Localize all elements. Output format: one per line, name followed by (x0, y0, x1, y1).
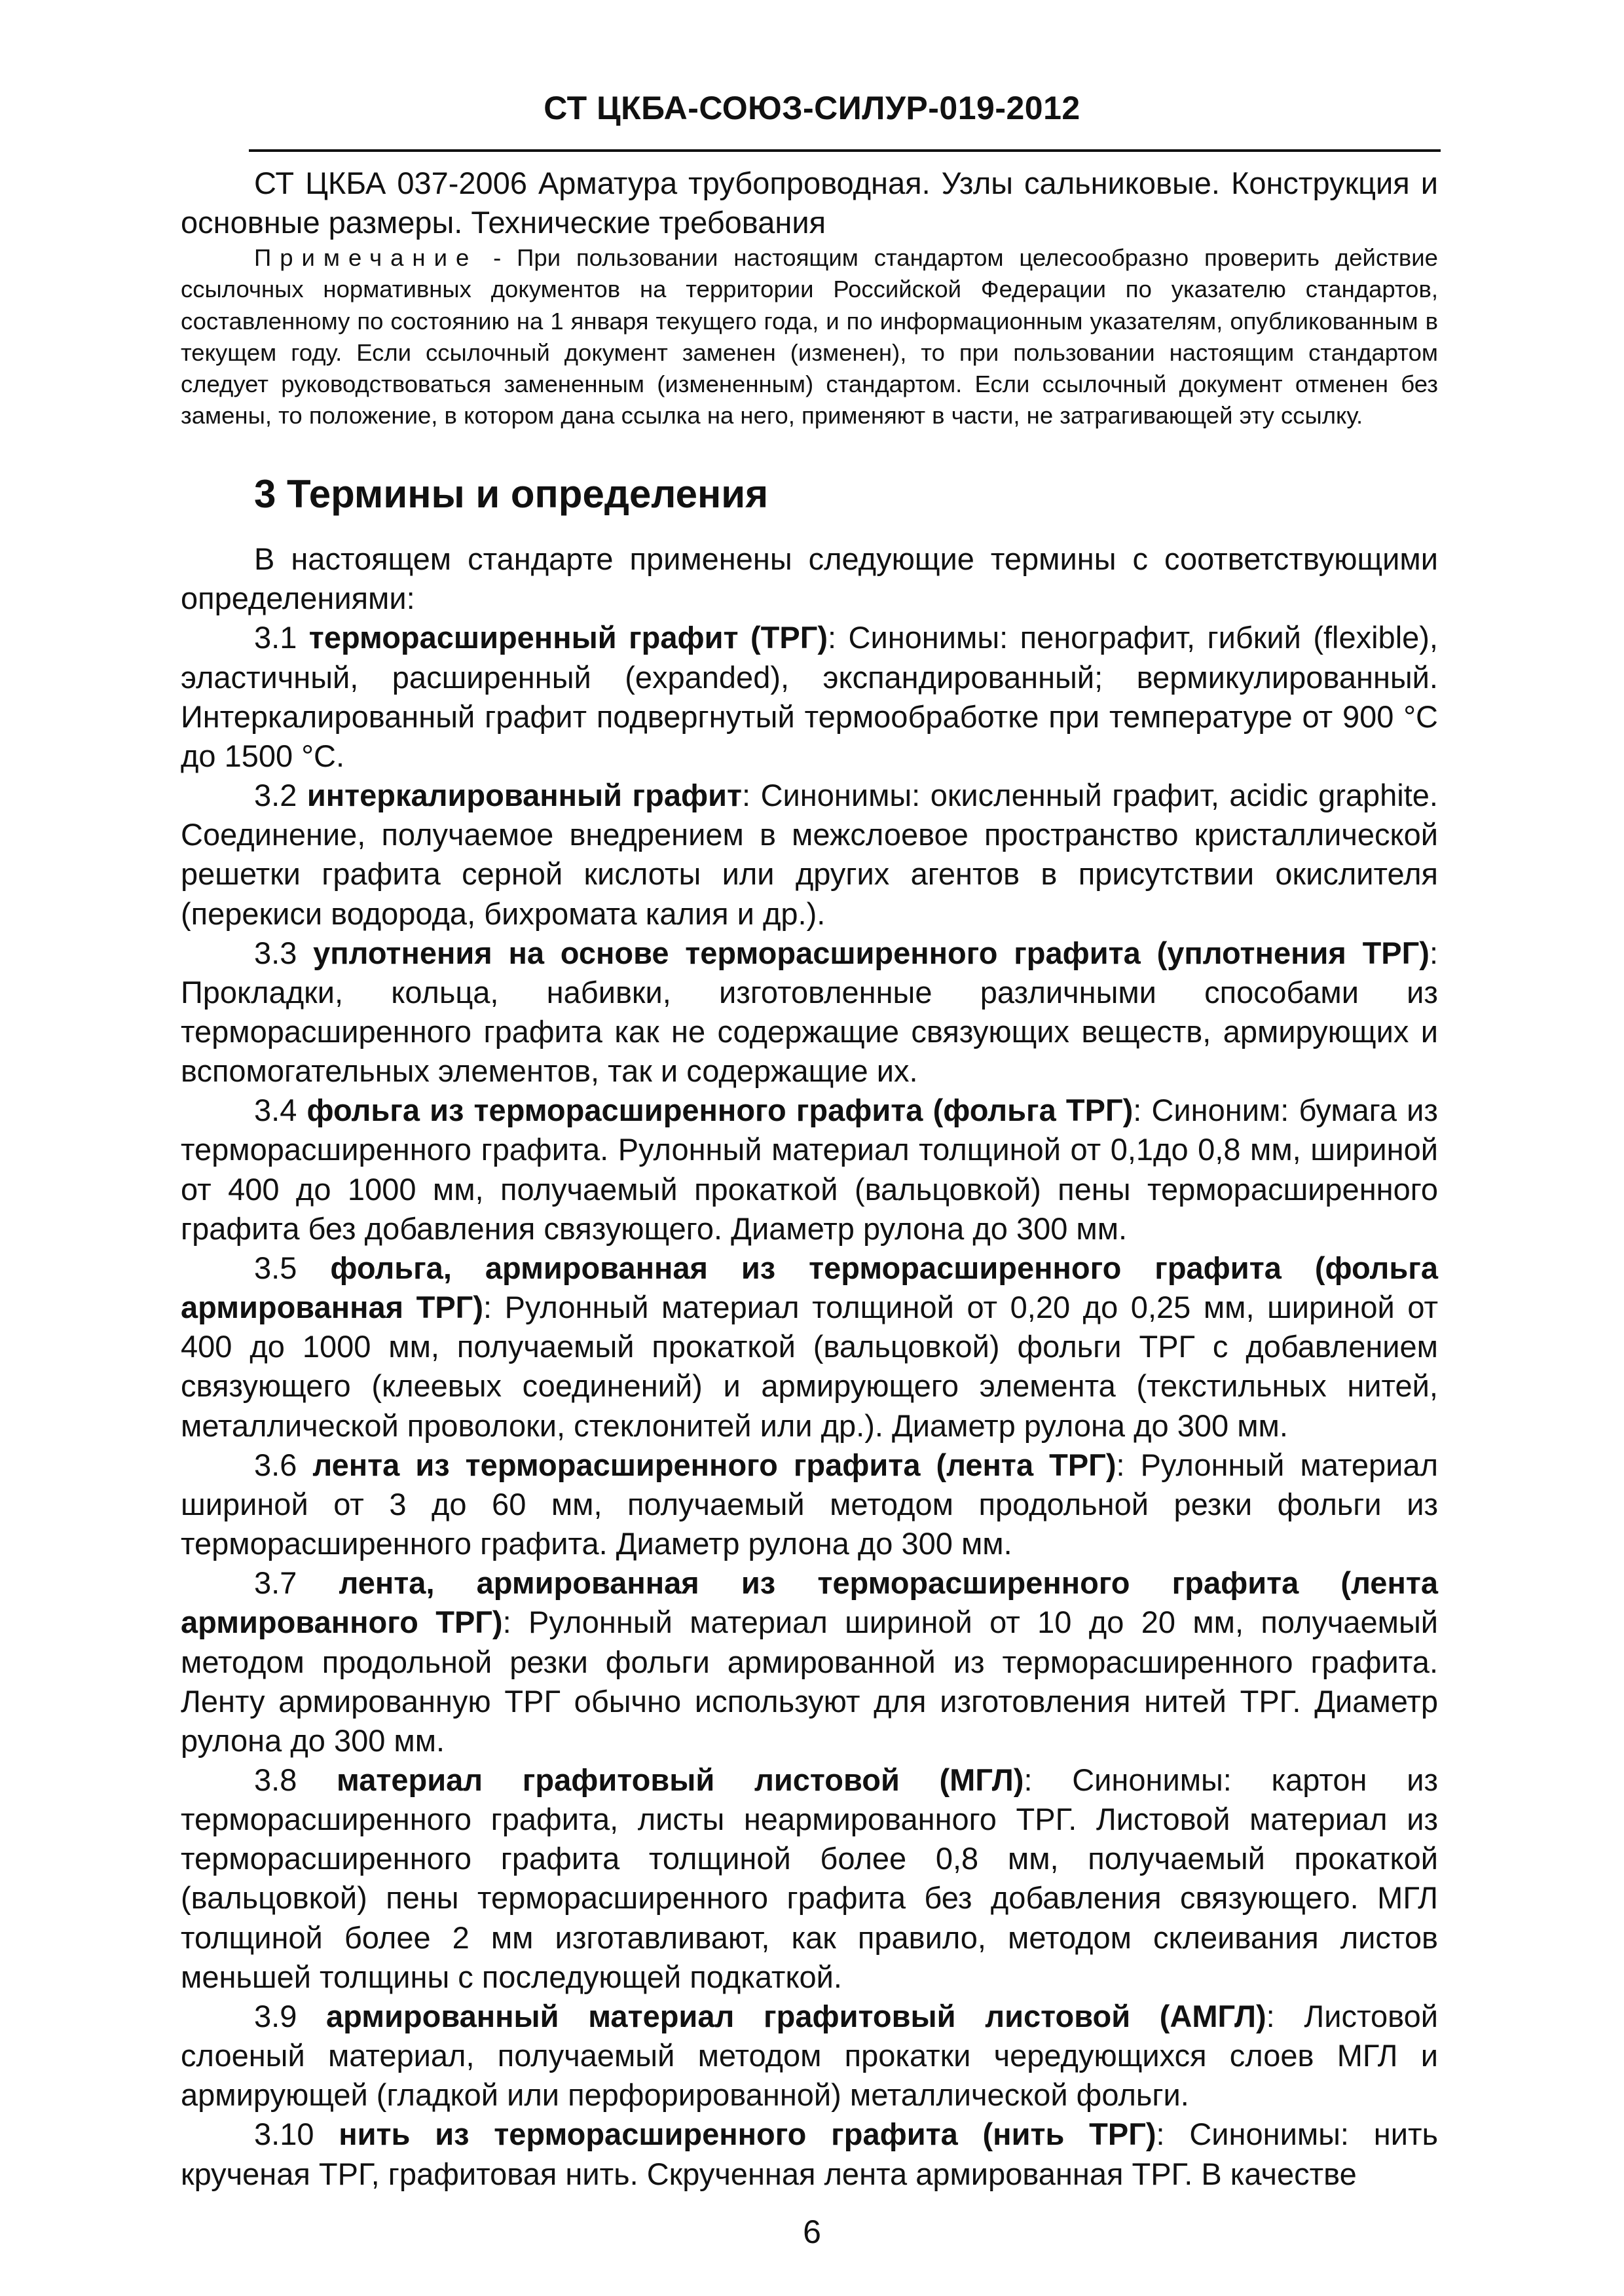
term-definition: : Синонимы: окисленный графит, acidic graphite. Соединение, получаемое внедрением в межслоевое пространство кристаллической решетки графита серной кислоты или других агентов в присутствии окислителя (перекиси водорода, бихромата калия и др.). (181, 778, 1438, 931)
term-number: 3.8 (254, 1762, 337, 1797)
page-number: 6 (803, 2214, 821, 2250)
note-text: - При пользовании настоящим стандартом целесообразно проверить действие ссылочных нормативных документов на территории Российской Федерации по указателю стандартов, составленному по состоянию на 1 января текущего года, и по информационным указателям, опубликованным в текущем году. Если ссылочный документ заменен (изменен), то при пользовании настоящим стандартом следует руководствоваться замененным (измененным) стандартом. Если ссылочный документ отменен без замены, то положение, в котором дана ссылка на него, применяют в части, не затрагивающей эту ссылку. (181, 244, 1438, 429)
term-3-2 (181, 776, 1438, 934)
term-name: нить из терморасширенного графита (нить ТРГ) (339, 2117, 1156, 2152)
term-name: фольга из терморасширенного графита (фольга ТРГ) (306, 1093, 1134, 1128)
term-number: 3.1 (254, 620, 309, 655)
note-label: Примечание (254, 244, 478, 272)
term-name: фольга, армированная из терморасширенного графита (фольга армированная ТРГ) (181, 1250, 1438, 1325)
term-number: 3.7 (254, 1565, 339, 1601)
term-definition: : Рулонный материал толщиной от 0,20 до 0,25 мм, шириной от 400 до 1000 мм, получаемый прокаткой (вальцовкой) фольги ТРГ с добавлением связующего (клеевых соединений) и армирующего элемента (текстильных нитей, металлической проволоки, стеклонитей или др.). Диаметр рулона до 300 мм. (181, 1290, 1438, 1443)
term-3-9 (181, 1997, 1438, 2115)
header-rule (249, 149, 1441, 152)
term-3-3 (181, 934, 1438, 1091)
term-number: 3.9 (254, 1998, 327, 2033)
term-definition: : Синонимы: пенографит, гибкий (flexible), эластичный, расширенный (expanded), экспандированный; вермикулированный. Интеркалированный графит подвергнутый термообработке при температуре от 900 °С до 1500 °С. (181, 620, 1438, 773)
term-3-1 (181, 618, 1438, 776)
term-number: 3.3 (254, 935, 314, 970)
term-name: терморасширенный графит (ТРГ) (308, 620, 828, 655)
term-name: уплотнения на основе терморасширенного графита (уплотнения ТРГ) (313, 935, 1430, 970)
term-definition: : Синонимы: картон из терморасширенного графита, листы неармированного ТРГ. Листовой материал из терморасширенного графита толщиной более 0,8 мм, получаемый прокаткой (вальцовкой) пены терморасширенного графита без добавления связующего. МГЛ толщиной более 2 мм изготавливают, как правило, методом склеивания листов меньшей толщины с последующей подкаткой. (181, 1762, 1438, 1994)
term-definition: : Листовой слоеный материал, получаемый методом прокатки чередующихся слоев МГЛ и армирующей (гладкой или перфорированной) металлической фольги. (181, 1998, 1438, 2113)
term-name: лента из терморасширенного графита (лента ТРГ) (312, 1447, 1116, 1482)
term-3-5 (181, 1248, 1438, 1446)
term-number: 3.6 (254, 1447, 313, 1482)
term-name: интеркалированный графит (306, 778, 743, 813)
term-definition: : Рулонный материал шириной от 3 до 60 мм, получаемый методом продольной резки фольги из терморасширенного графита. Диаметр рулона до 300 мм. (181, 1447, 1438, 1561)
term-name: армированный материал графитовый листовой (АМГЛ) (326, 1998, 1266, 2033)
term-3-4 (181, 1091, 1438, 1248)
note-paragraph (181, 242, 1438, 431)
section-title: 3 Термины и определения (254, 472, 769, 517)
term-name: лента, армированная из терморасширенного графита (лента армированного ТРГ) (181, 1565, 1438, 1640)
term-number: 3.5 (254, 1250, 331, 1285)
reference-item: СТ ЦКБА 037-2006 Арматура трубопроводная. Узлы сальниковые. Конструкция и основные размеры. Технические требования (181, 166, 1438, 240)
header-standard-code: СТ ЦКБА-СОЮЗ-СИЛУР-019-2012 (544, 90, 1080, 126)
term-name: материал графитовый листовой (МГЛ) (337, 1762, 1024, 1797)
term-number: 3.2 (254, 778, 307, 813)
section-intro: В настоящем стандарте применены следующие термины с соответствующими определениями: (181, 541, 1438, 616)
page-content (181, 164, 1438, 2194)
term-3-7 (181, 1563, 1438, 1760)
term-number: 3.4 (254, 1093, 307, 1128)
term-definition: : Прокладки, кольца, набивки, изготовленные различными способами из терморасширенного графита как не содержащие связующих веществ, армирующих и вспомогательных элементов, так и содержащие их. (181, 935, 1438, 1089)
term-3-8 (181, 1760, 1438, 1997)
term-3-10 (181, 2115, 1438, 2193)
term-3-6 (181, 1446, 1438, 1563)
term-definition: : Синоним: бумага из терморасширенного графита. Рулонный материал толщиной от 0,1до 0,8 мм, шириной от 400 до 1000 мм, получаемый прокаткой (вальцовкой) пены терморасширенного графита без добавления связующего. Диаметр рулона до 300 мм. (181, 1093, 1438, 1246)
term-number: 3.10 (254, 2117, 339, 2152)
term-definition: : Синонимы: нить крученая ТРГ, графитовая нить. Скрученная лента армированная ТРГ. В качестве (181, 2117, 1438, 2191)
term-definition: : Рулонный материал шириной от 10 до 20 мм, получаемый методом продольной резки фольги армированной из терморасширенного графита. Ленту армированную ТРГ обычно используют для изготовления нитей ТРГ. Диаметр рулона до 300 мм. (181, 1605, 1438, 1758)
